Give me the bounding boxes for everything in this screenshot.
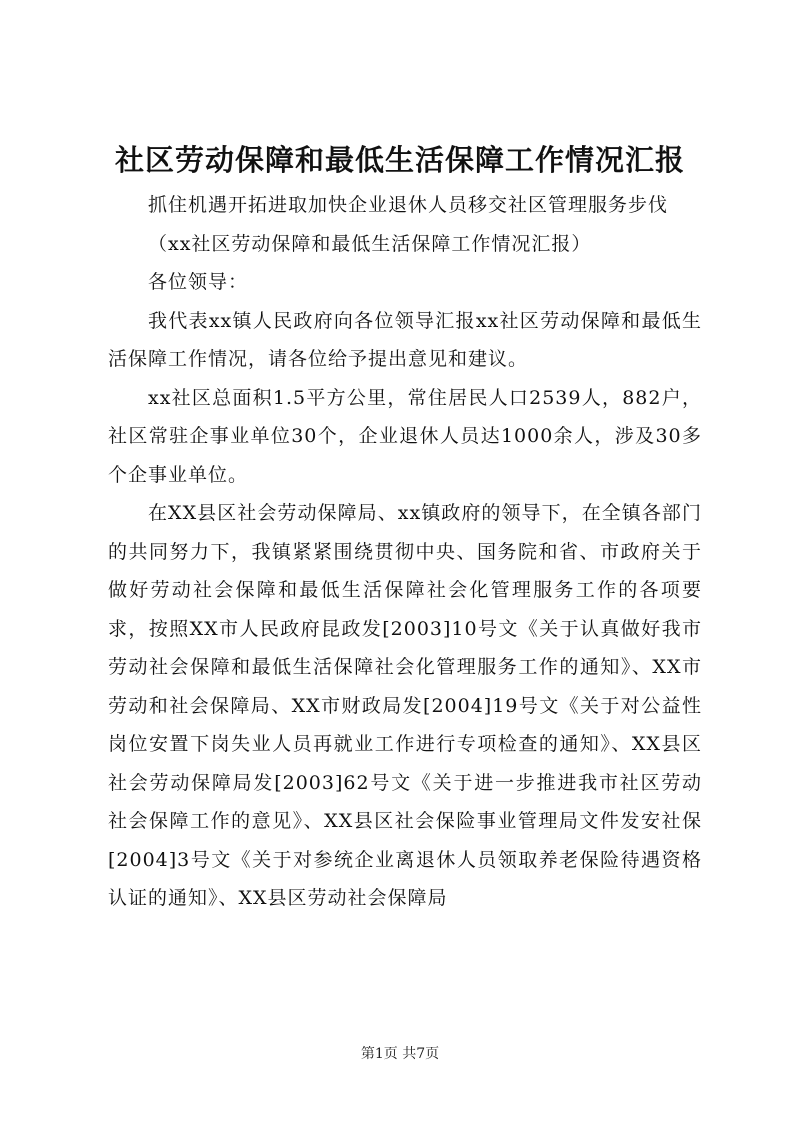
page-footer: 第1页 共7页 bbox=[360, 1046, 440, 1062]
paragraph-policy-context: 在XX县区社会劳动保障局、xx镇政府的领导下，在全镇各部门的共同努力下，我镇紧紧围绕贯彻中央、国务院和省、市政府关于做好劳动社会保障和最低生活保障社会化管理服务工作的各项要求，按照XX市人民政府昆政发[2003]10号文《关于认真做好我市劳动社会保障和最低生活保障社会化管理服务工作的通知》、XX市劳动和社会保障局、XX市财政局发[2004]19号文《关于对公益性岗位安置下岗失业人员再就业工作进行专项检查的通知》、XX县区社会劳动保障局发[2003]62号文《关于进一步推进我市社区劳动社会保障工作的意见》、XX县区社会保险事业管理局文件发安社保[2004]3号文《关于对参统企业离退休人员领取养老保险待遇资格认证的通知》、XX县区劳动社会保障局 bbox=[108, 502, 702, 909]
paragraph-community-overview: xx社区总面积1.5平方公里，常住居民人口2539人，882户，社区常驻企事业单位30个，企业退休人员达1000余人，涉及30多个企事业单位。 bbox=[108, 386, 702, 486]
paragraph-salutation: 各位领导： bbox=[148, 271, 249, 293]
paragraph-heading-line: 抓住机遇开拓进取加快企业退休人员移交社区管理服务步伐 bbox=[148, 194, 669, 216]
paragraph-intro: 我代表xx镇人民政府向各位领导汇报xx社区劳动保障和最低生活保障工作情况，请各位给予提出意见和建议。 bbox=[108, 309, 702, 370]
document-body bbox=[108, 186, 702, 918]
paragraph-subtitle: （xx社区劳动保障和最低生活保障工作情况汇报） bbox=[148, 232, 592, 255]
document-title: 社区劳动保障和最低生活保障工作情况汇报 bbox=[114, 143, 685, 177]
